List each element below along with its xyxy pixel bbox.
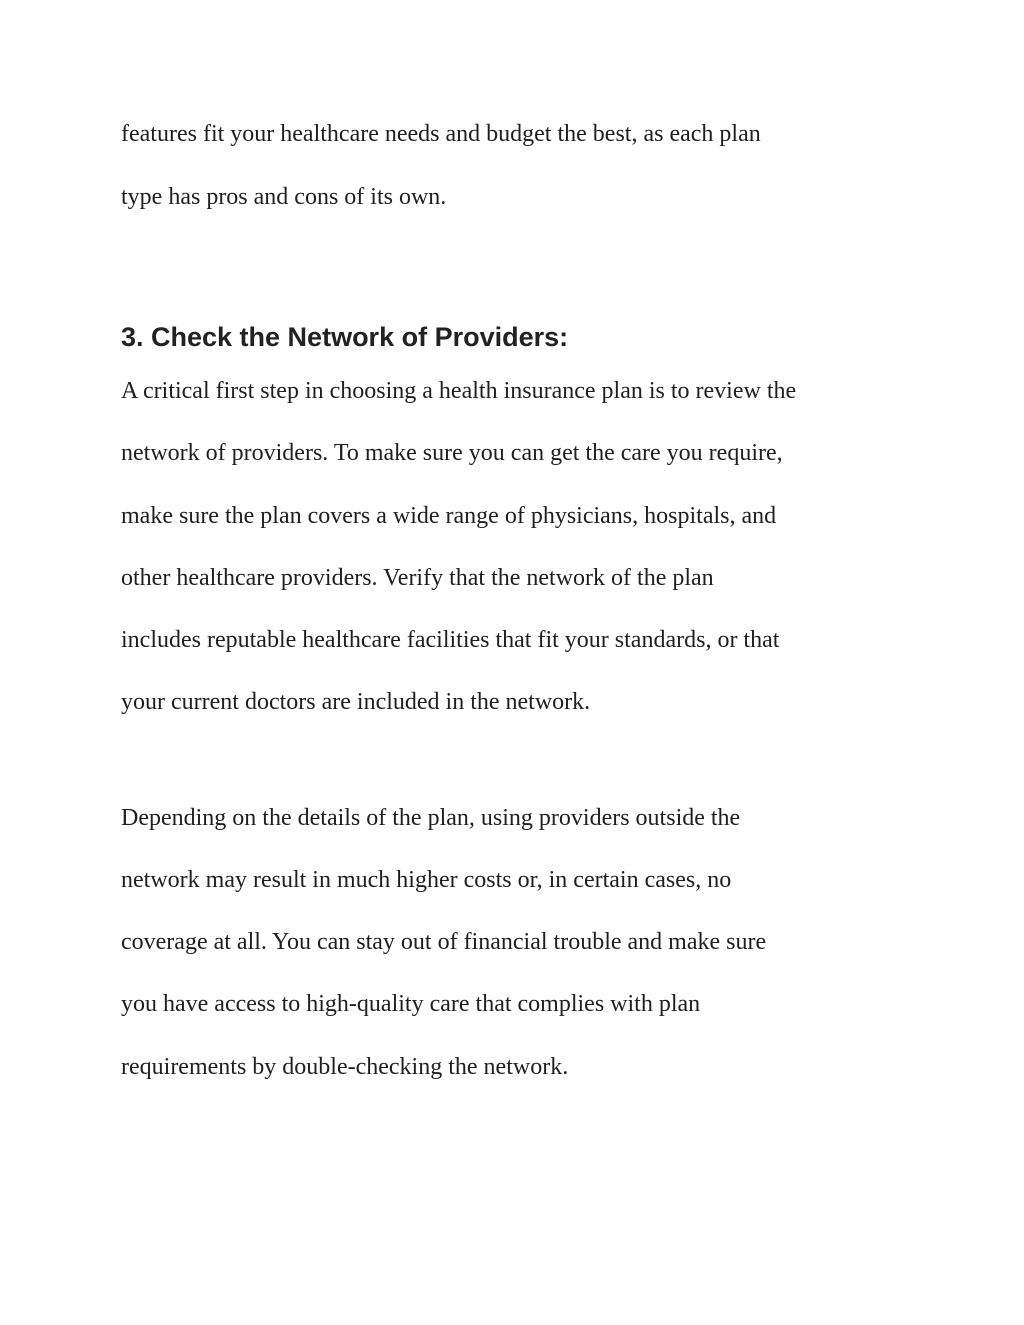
paragraph-line: you have access to high-quality care that complies with plan [121,991,701,1017]
paragraph-line: A critical first step in choosing a health insurance plan is to review the [121,378,797,404]
paragraph-line: your current doctors are included in the network. [121,689,591,715]
paragraph-line: includes reputable healthcare facilities that fit your standards, or that [121,627,780,653]
section-heading: 3. Check the Network of Providers: [121,322,569,352]
intro-line: type has pros and cons of its own. [121,184,447,210]
paragraph-line: coverage at all. You can stay out of financial trouble and make sure [121,929,767,955]
paragraph-line: Depending on the details of the plan, using providers outside the [121,805,741,831]
paragraph-line: network may result in much higher costs or, in certain cases, no [121,867,732,893]
paragraph-line: requirements by double-checking the network. [121,1054,569,1080]
paragraph-line: network of providers. To make sure you can get the care you require, [121,440,783,466]
intro-line: features fit your healthcare needs and budget the best, as each plan [121,121,761,147]
paragraph-line: make sure the plan covers a wide range of physicians, hospitals, and [121,503,777,529]
paragraph-line: other healthcare providers. Verify that the network of the plan [121,565,714,591]
